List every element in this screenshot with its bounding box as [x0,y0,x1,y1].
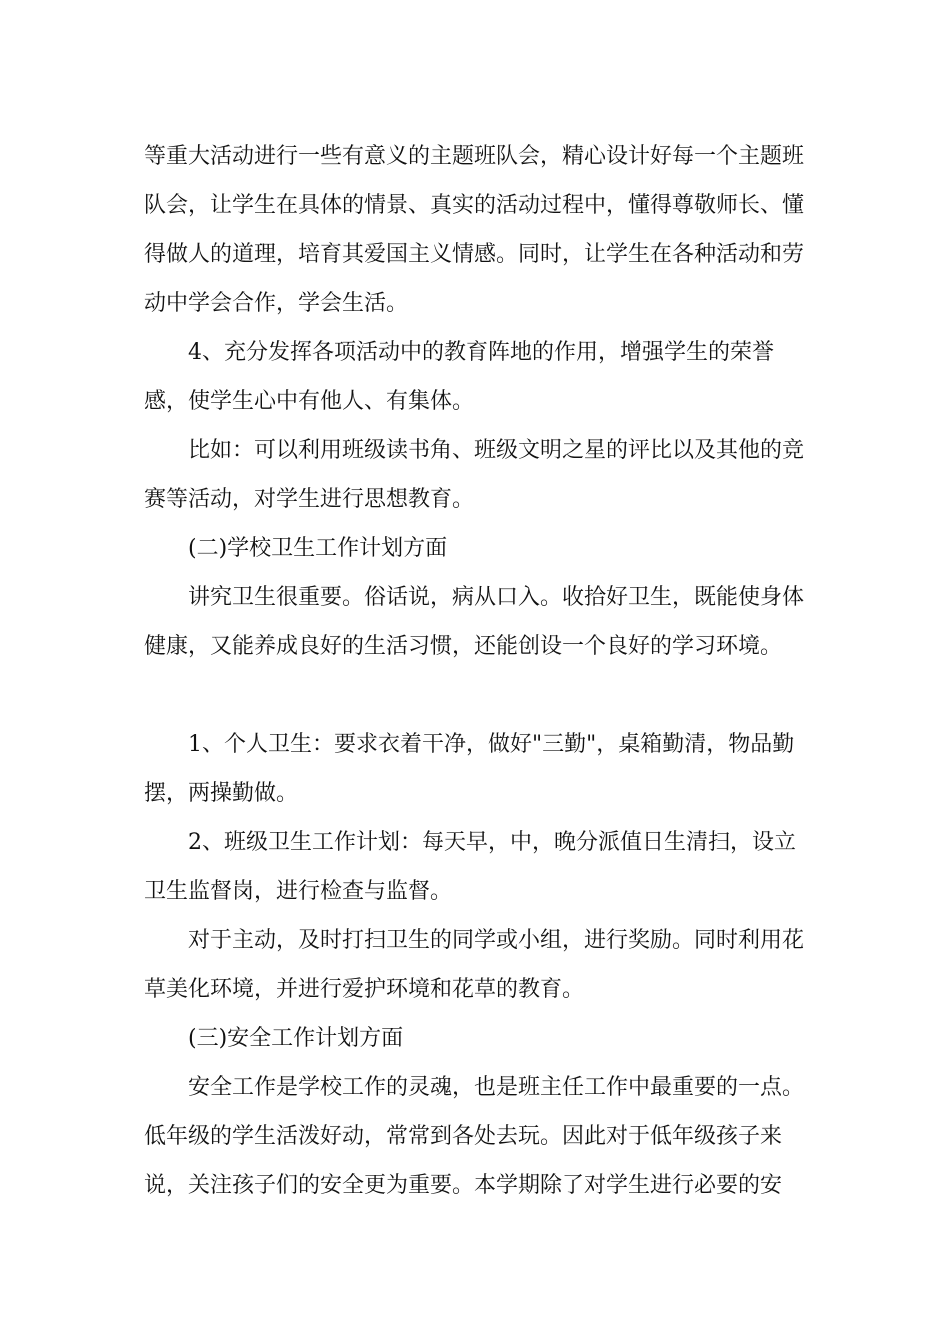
paragraph-safety-intro: 安全工作是学校工作的灵魂，也是班主任工作中最重要的一点。低年级的学生活泼好动，常常到各处去玩。因此对于低年级孩子来说，关注孩子们的安全更为重要。本学期除了对学生进行必要的安 [144,1075,805,1198]
document-body [144,132,816,1210]
paragraph-hygiene-intro: 讲究卫生很重要。俗话说，病从口入。收拾好卫生，既能使身体健康，又能养成良好的生活习惯，还能创设一个良好的学习环境。 [144,585,805,659]
section-heading-hygiene: (二)学校卫生工作计划方面 [188,536,448,561]
section-heading-safety: (三)安全工作计划方面 [188,1026,404,1051]
paragraph-class-hygiene: 2、班级卫生工作计划：每天早，中，晚分派值日生清扫，设立卫生监督岗，进行检查与监督。 [144,830,796,904]
paragraph-personal-hygiene: 1、个人卫生：要求衣着干净，做好"三勤"，桌箱勤清，物品勤摆，两操勤做。 [144,732,795,806]
paragraph-item-4: 4、充分发挥各项活动中的教育阵地的作用，增强学生的荣誉感，使学生心中有他人、有集体。 [144,340,774,414]
paragraph-example: 比如：可以利用班级读书角、班级文明之星的评比以及其他的竞赛等活动，对学生进行思想教育。 [144,438,805,512]
paragraph-continuation: 等重大活动进行一些有意义的主题班队会，精心设计好每一个主题班队会，让学生在具体的情景、真实的活动过程中，懂得尊敬师长、懂得做人的道理，培育其爱国主义情感。同时，让学生在各种活动和劳动中学会合作，学会生活。 [144,144,805,316]
paragraph-reward: 对于主动，及时打扫卫生的同学或小组，进行奖励。同时利用花草美化环境，并进行爱护环境和花草的教育。 [144,928,805,1002]
blank-line [144,671,816,720]
